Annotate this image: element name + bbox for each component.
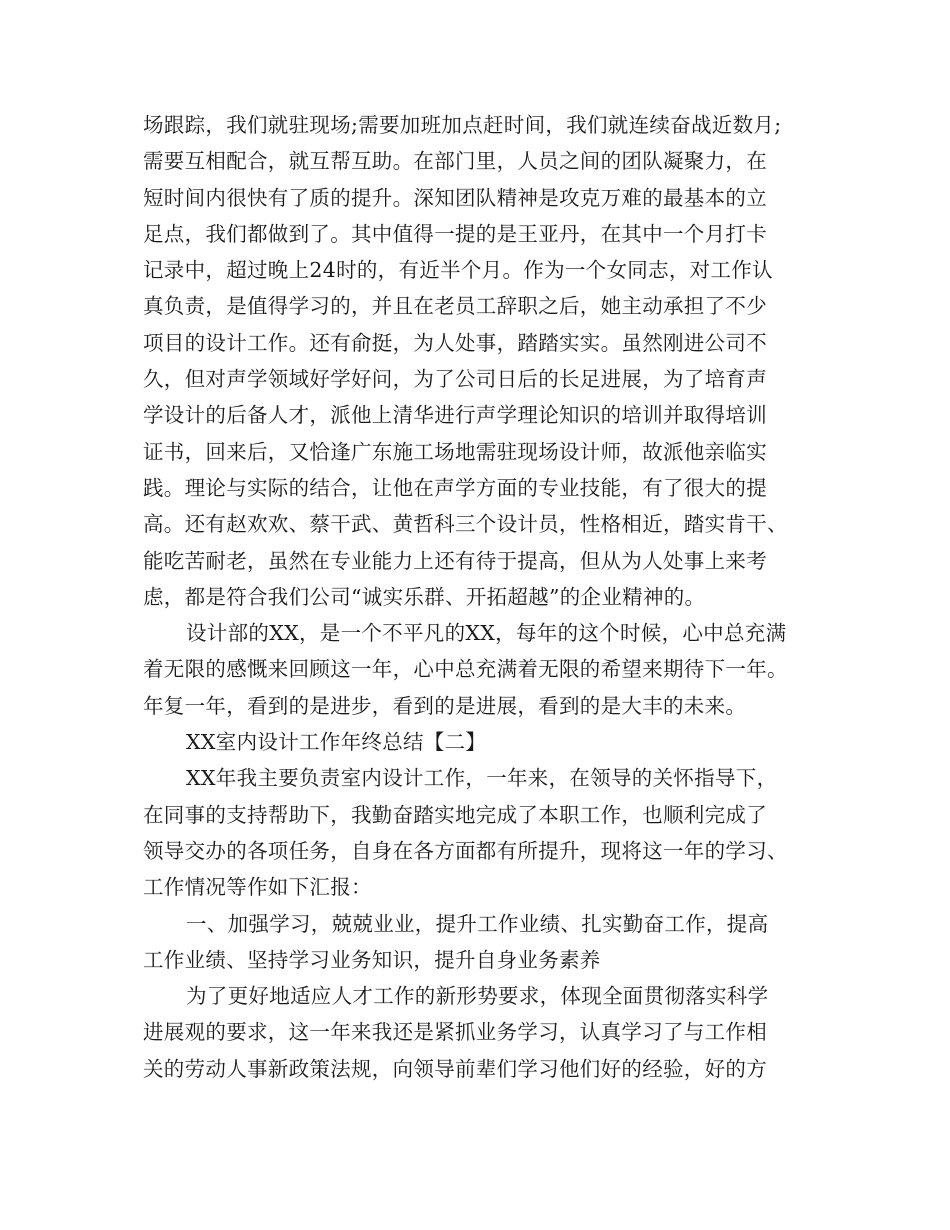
text-line: 证书，回来后，又恰逢广东施工场地需驻现场设计师，故派他亲临实: [143, 439, 767, 464]
paragraph-start-line: 为了更好地适应人才工作的新形势要求，体现全面贯彻落实科学: [186, 984, 769, 1009]
text-line: 项目的设计工作。还有俞挺，为人处事，踏踏实实。虽然刚进公司不: [143, 330, 767, 355]
text-line: 短时间内很快有了质的提升。深知团队精神是攻克万难的最基本的立: [143, 185, 767, 210]
document-body: [143, 107, 811, 1087]
text-line: 记录中，超过晚上24时的，有近半个月。作为一个女同志，对工作认: [143, 258, 773, 283]
text-line: 着无限的感慨来回顾这一年，心中总充满着无限的希望来期待下一年。: [143, 657, 788, 682]
text-line: 虑，都是符合我们公司“诚实乐群、开拓超越”的企业精神的。: [143, 584, 706, 609]
text-line: 进展观的要求，这一年来我还是紧抓业务学习，认真学习了与工作相: [143, 1020, 767, 1045]
text-line: 关的劳动人事新政策法规，向领导前辈们学习他们好的经验，好的方: [143, 1056, 767, 1081]
paragraph-start-line: 一、加强学习，兢兢业业，提升工作业绩、扎实勤奋工作，提高: [186, 911, 769, 936]
text-line: 工作业绩、坚持学习业务知识，提升自身业务素养: [143, 947, 601, 972]
text-line: 场跟踪，我们就驻现场;需要加班加点赶时间，我们就连续奋战近数月;: [143, 113, 782, 137]
text-line: 久，但对声学领域好学好问，为了公司日后的长足进展，为了培育声: [143, 367, 767, 392]
text-line: 需要互相配合，就互帮互助。在部门里，人员之间的团队凝聚力，在: [143, 149, 767, 174]
text-line: 能吃苦耐老，虽然在专业能力上还有待于提高，但从为人处事上来考: [143, 548, 767, 573]
text-line: 足点，我们都做到了。其中值得一提的是王亚丹，在其中一个月打卡: [143, 221, 767, 246]
text-line: 在同事的支持帮助下，我勤奋踏实地完成了本职工作，也顺利完成了: [143, 802, 767, 827]
text-line: 高。还有赵欢欢、蔡干武、黄哲科三个设计员，性格相近，踏实肯干、: [143, 512, 788, 537]
text-line: 学设计的后备人才，派他上清华进行声学理论知识的培训并取得培训: [143, 403, 767, 428]
text-line: 真负责，是值得学习的，并且在老员工辞职之后，她主动承担了不少: [143, 294, 767, 319]
paragraph-start-line: 设计部的XX，是一个不平凡的XX，每年的这个时候，心中总充满: [186, 621, 787, 646]
text-line: 践。理论与实际的结合，让他在声学方面的专业技能，有了很大的提: [143, 475, 767, 500]
text-line: 年复一年，看到的是进步，看到的是进展，看到的是大丰的未来。: [143, 693, 747, 718]
text-line: 领导交办的各项任务，自身在各方面都有所提升，现将这一年的学习、: [143, 838, 788, 863]
paragraph-start-line: XX年我主要负责室内设计工作，一年来，在领导的关怀指导下，: [186, 766, 778, 791]
section-heading: XX室内设计工作年终总结【二】: [186, 730, 487, 755]
text-line: 工作情况等作如下汇报：: [143, 875, 372, 900]
